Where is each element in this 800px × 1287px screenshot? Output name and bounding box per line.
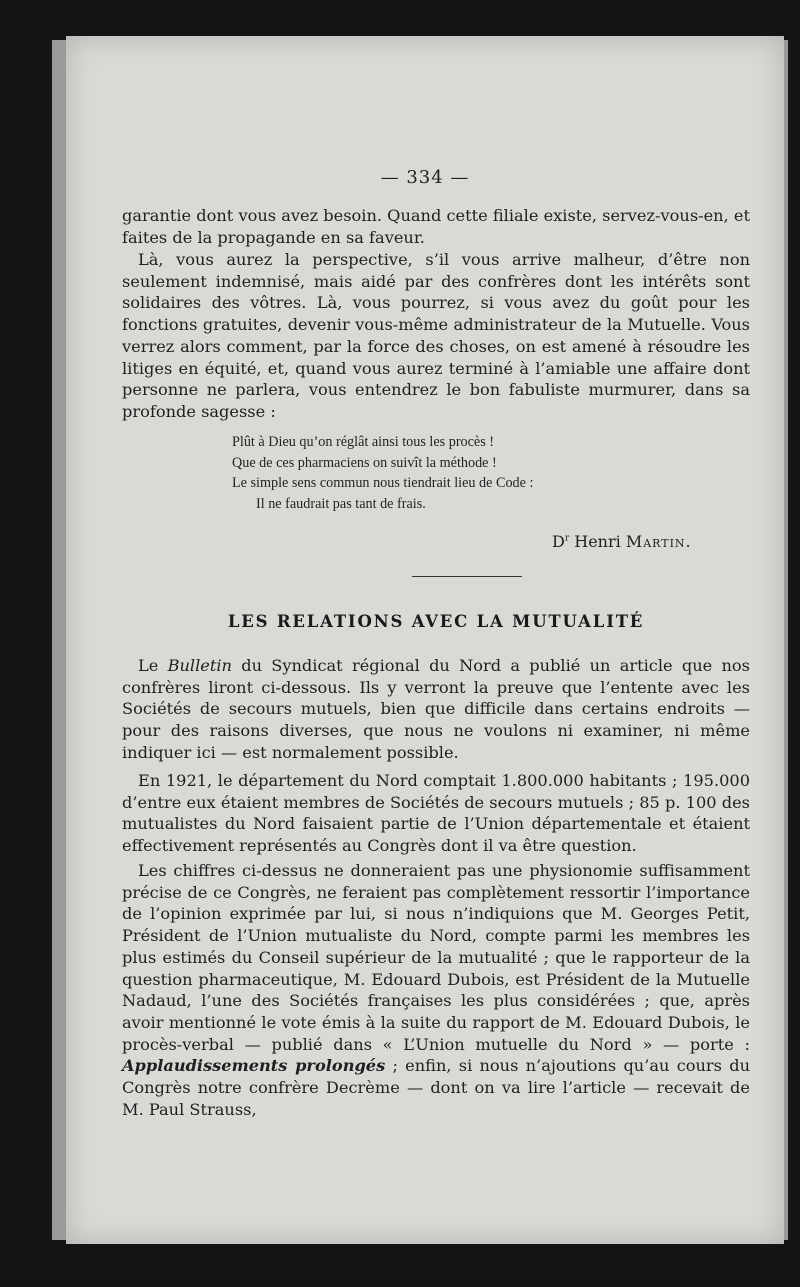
section-divider <box>412 576 522 577</box>
signature-name: Henri <box>574 532 621 551</box>
verse-line-2: Que de ces pharmaciens on suivît la méthode ! <box>232 454 497 471</box>
paragraph-1: garantie dont vous avez besoin. Quand cette filiale existe, servez-vous-en, et faites de la propagande en sa faveur. <box>122 206 750 247</box>
paragraph-5 <box>122 860 750 1120</box>
paragraph-4: En 1921, le département du Nord comptait 1.800.000 habitants ; 195.000 d’entre eux étaient membres de Sociétés de secours mutuels ; 85 p. 100 des mutualistes du Nord faisaient partie de l’Union départementale et étaient effectivement représentés au Congrès dont il va être question. <box>122 771 750 856</box>
page-number: — 334 — <box>380 167 470 188</box>
paragraph-2: Là, vous aurez la perspective, s’il vous arrive malheur, d’être non seulement indemnisé, mais aidé par des confrères dont les intérêts sont solidaires des vôtres. Là, vous pourrez, si vous avez du goût pour les fonctions gratuites, devenir vous-même administrateur de la Mutuelle. Vous verrez alors comment, par la force des choses, on est amené à résoudre les litiges en équité, et, quand vous aurez terminé à l’amiable une affaire dont personne ne parlera, vous entendrez le bon fabuliste murmurer, dans sa profonde sagesse : <box>122 250 750 421</box>
paragraph-3 <box>122 655 750 764</box>
section-title: LES RELATIONS AVEC LA MUTUALITÉ <box>227 612 645 631</box>
signature-prefix-sup: r <box>564 533 570 544</box>
paragraph-3-rest: du Syndicat régional du Nord a publié un article que nos confrères liront ci-dessous. Ils y verront la preuve que l’entente avec les Sociétés de secours mutuels, bien que difficile dans certains endroits — pour des raisons diverses, que nous ne voulons ni examiner, ni même indiquer ici — est normalement possible. <box>122 656 750 762</box>
author-signature <box>552 532 692 551</box>
paragraph-3-italic: Bulletin <box>167 656 232 675</box>
verse-line-3: Le simple sens commun nous tiendrait lieu de Code : <box>232 475 534 491</box>
paragraph-5-part2: ; enfin, si nous n’ajoutions qu’au cours du Congrès notre confrère Decrème — dont on va lire l’article — recevait de M. Paul Strauss, <box>122 1056 750 1119</box>
paragraph-5-part1: Les chiffres ci-dessus ne donneraient pas une physionomie suffisamment précise de ce Congrès, ne feraient pas complètement ressortir l’importance de l’opinion exprimée par lui, si nous n’indiquions que M. Georges Petit, Président de l’Union mutualiste du Nord, compte parmi les membres les plus estimés du Conseil supérieur de la mutualité ; que le rapporteur de la question pharmaceutique, M. Edouard Dubois, est Président de la Mutuelle Nadaud, l’une des Sociétés françaises les plus considérées ; que, après avoir mentionné le vote émis à la suite du rapport de M. Edouard Dubois, le procès-verbal — publié dans « L’Union mutuelle du Nord » — porte : <box>122 861 750 1054</box>
paragraph-3-start: Le <box>138 656 168 675</box>
signature-surname: Martin. <box>625 532 692 551</box>
verse-line-4: Il ne faudrait pas tant de frais. <box>256 495 426 512</box>
signature-prefix: D <box>552 532 565 551</box>
verse-quote <box>232 432 533 514</box>
verse-line-1: Plût à Dieu qu’on réglât ainsi tous les procès ! <box>232 434 495 450</box>
paragraph-5-italic: Applaudissements prolongés <box>122 1056 386 1076</box>
